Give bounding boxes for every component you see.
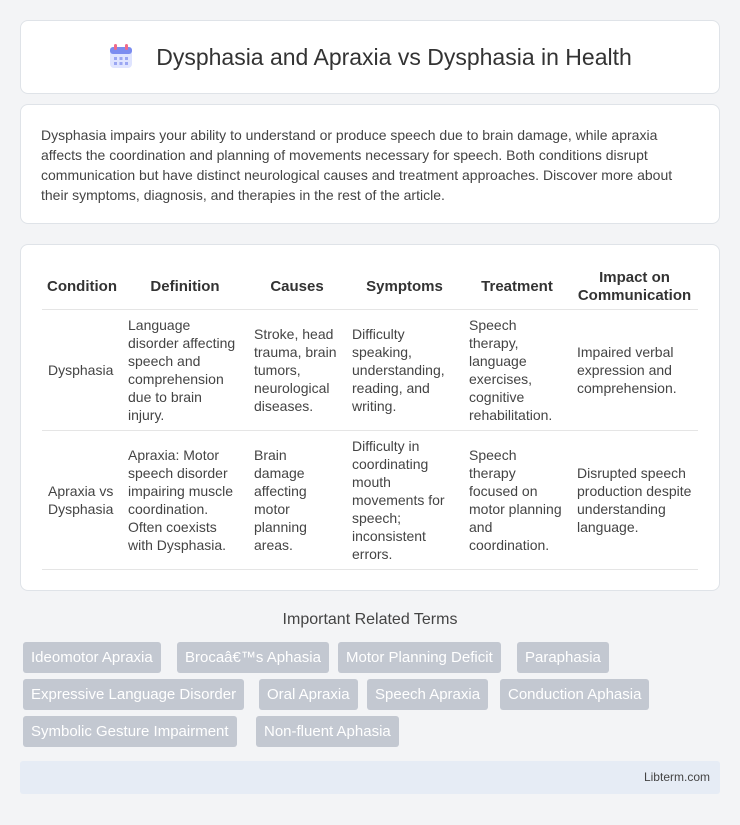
table-cell: Apraxia vs Dysphasia (42, 431, 122, 570)
table-cell: Difficulty speaking, understanding, reading, and writing. (346, 310, 463, 431)
intro-card (20, 104, 720, 224)
page-title: Dysphasia and Apraxia vs Dysphasia in Health (156, 43, 632, 70)
table-card (20, 244, 720, 591)
tag-expressive-language-disorder[interactable]: Expressive Language Disorder (23, 679, 244, 710)
related-terms-title: Important Related Terms (282, 611, 458, 628)
table-cell: Speech therapy, language exercises, cognitive rehabilitation. (463, 310, 571, 431)
table-cell: Speech therapy focused on motor planning and coordination. (463, 431, 571, 570)
header-card (20, 20, 720, 94)
comparison-table (42, 265, 698, 570)
header-condition: Condition (42, 265, 122, 310)
tag-paraphasia[interactable]: Paraphasia (517, 642, 609, 673)
tag-speech-apraxia[interactable]: Speech Apraxia (367, 679, 488, 710)
header-treatment: Treatment (463, 265, 571, 310)
header-definition: Definition (122, 265, 248, 310)
tag-symbolic-gesture-impairment[interactable]: Symbolic Gesture Impairment (23, 716, 237, 747)
table-cell: Disrupted speech production despite understanding language. (571, 431, 698, 570)
tag-ideomotor-apraxia[interactable]: Ideomotor Apraxia (23, 642, 161, 673)
table-cell: Language disorder affecting speech and comprehension due to brain injury. (122, 310, 248, 431)
table-cell: Stroke, head trauma, brain tumors, neurological diseases. (248, 310, 346, 431)
table-cell: Dysphasia (42, 310, 122, 431)
table-cell: Impaired verbal expression and comprehension. (571, 310, 698, 431)
header-impact: Impact on Communication (571, 265, 698, 310)
calendar-icon (108, 44, 134, 70)
footer (20, 761, 720, 794)
tag-conduction-aphasia[interactable]: Conduction Aphasia (500, 679, 649, 710)
tag-motor-planning-deficit[interactable]: Motor Planning Deficit (338, 642, 501, 673)
table-row (42, 431, 698, 570)
header-causes: Causes (248, 265, 346, 310)
table-cell: Apraxia: Motor speech disorder impairing muscle coordination. Often coexists with Dysphasia. (122, 431, 248, 570)
header-symptoms: Symptoms (346, 265, 463, 310)
tag-oral-apraxia[interactable]: Oral Apraxia (259, 679, 358, 710)
tag-brocas-aphasia[interactable]: Brocaâ€™s Aphasia (177, 642, 329, 673)
table-cell: Brain damage affecting motor planning areas. (248, 431, 346, 570)
table-header-row (42, 265, 698, 310)
intro-text: Dysphasia impairs your ability to understand or produce speech due to brain damage, while apraxia affects the coordination and planning of movements necessary for speech. Both conditions disrupt communication but have distinct neurological causes and treatment approaches. Discover more about their symptoms, diagnosis, and therapies in the rest of the article. (41, 127, 673, 203)
footer-site-link[interactable]: Libterm.com (643, 770, 710, 784)
table-row (42, 310, 698, 431)
table-cell: Difficulty in coordinating mouth movements for speech; inconsistent errors. (346, 431, 463, 570)
tag-non-fluent-aphasia[interactable]: Non-fluent Aphasia (256, 716, 399, 747)
